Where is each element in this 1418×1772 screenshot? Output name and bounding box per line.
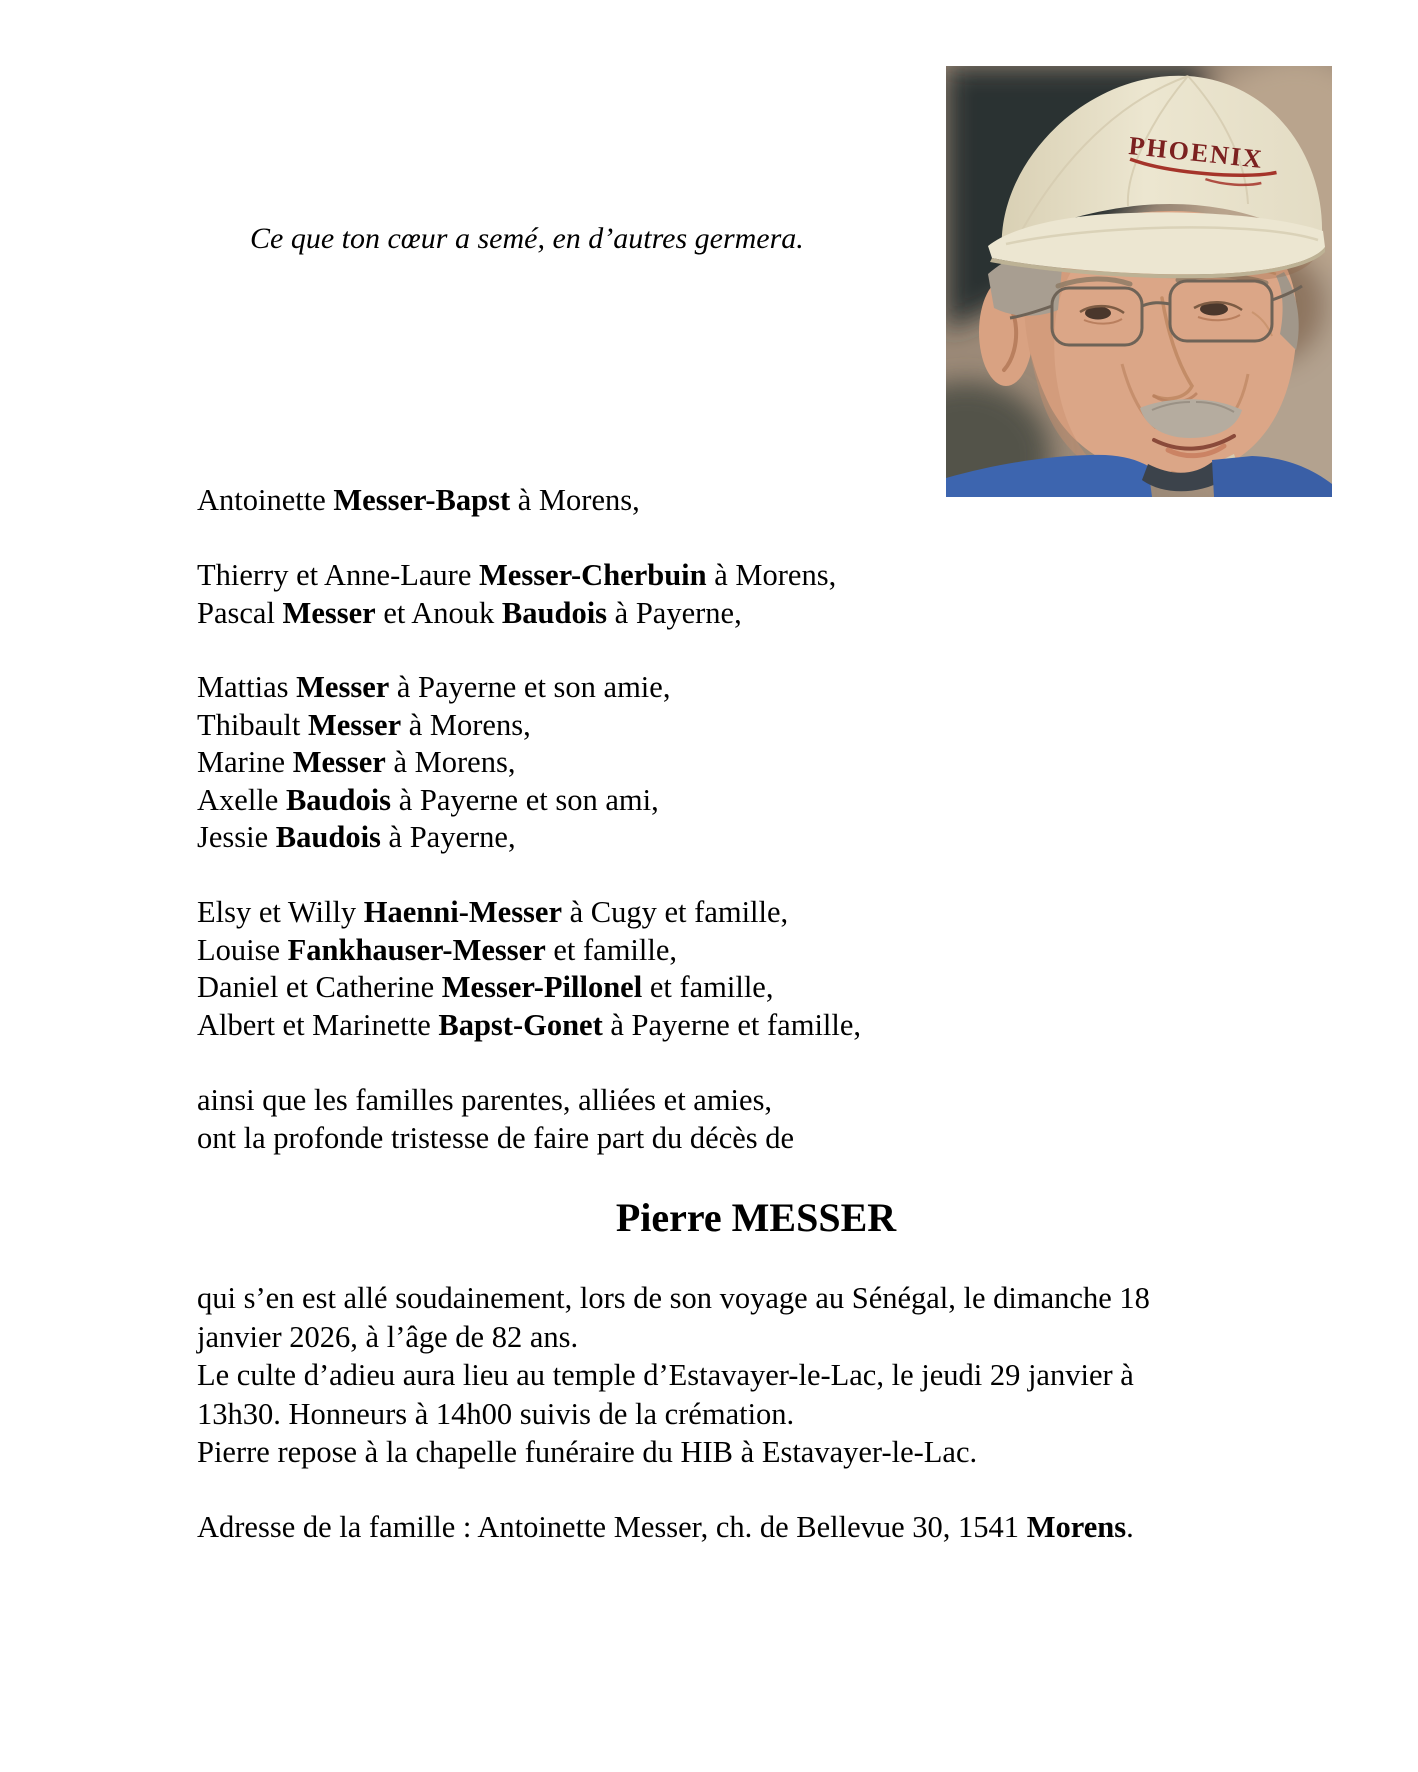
text-segment: à Morens, <box>401 707 531 742</box>
epigraph-quote: Ce que ton cœur a semé, en d’autres germera. <box>250 222 804 255</box>
text-segment: à Morens, <box>385 745 516 779</box>
text-segment: Pierre repose à la chapelle funéraire du HIB à Estavayer-le-Lac. <box>197 1435 978 1469</box>
family-surname-bold: Baudois <box>285 782 392 817</box>
family-surname-bold: Messer-Bapst <box>333 483 511 517</box>
text-segment: Thibault <box>197 707 308 742</box>
family-surname-bold: Baudois <box>501 595 608 630</box>
paragraph-children <box>197 557 1317 632</box>
text-segment: à Morens, <box>510 483 640 517</box>
text-segment: et famille, <box>642 970 774 1004</box>
text-segment: Louise <box>197 932 288 967</box>
text-segment: Adresse de la famille : Antoinette Messer, ch. de Bellevue 30, 1541 <box>197 1510 1027 1544</box>
paragraph-family-address <box>197 1509 1317 1547</box>
text-segment: Thierry et Anne-Laure <box>197 558 479 592</box>
text-segment: Albert et Marinette <box>197 1007 439 1042</box>
text-segment: Le culte d’adieu aura lieu au temple d’Estavayer-le-Lac, le jeudi 29 janvier à <box>197 1358 1134 1392</box>
text-segment: Pascal <box>197 595 283 630</box>
paragraph-widow <box>197 482 1317 520</box>
text-segment: Elsy et Willy <box>197 895 364 929</box>
family-surname-bold: Haenni-Messer <box>363 895 563 929</box>
paragraph-ceremony-details <box>197 1279 1317 1472</box>
text-segment: Jessie <box>197 820 276 854</box>
text-segment: Antoinette <box>197 483 334 517</box>
family-surname-bold: Messer <box>307 707 402 742</box>
portrait-photo <box>946 66 1332 497</box>
text-segment: ainsi que les familles parentes, alliées et amies, <box>197 1083 773 1117</box>
family-surname-bold: Messer <box>282 595 376 630</box>
text-segment: Mattias <box>197 670 297 704</box>
deceased-name-title: Pierre MESSER <box>615 1195 897 1240</box>
family-surname-bold: Baudois <box>275 820 381 854</box>
portrait-photo-svg <box>946 66 1332 497</box>
text-segment: à Payerne et son amie, <box>389 670 671 704</box>
family-surname-bold: Fankhauser-Messer <box>287 932 546 967</box>
family-surname-bold: Bapst-Gonet <box>438 1007 603 1042</box>
text-segment: Daniel et Catherine <box>197 970 442 1004</box>
text-segment: ont la profonde tristesse de faire part du décès de <box>197 1120 795 1155</box>
text-segment: à Payerne, <box>380 820 516 854</box>
paragraph-extended-family <box>197 894 1317 1044</box>
text-segment: Axelle <box>197 782 286 817</box>
text-segment: . <box>1126 1510 1134 1544</box>
text-segment: Marine <box>197 745 293 779</box>
paragraph-announcement <box>197 1082 1317 1157</box>
text-segment: à Payerne, <box>607 595 742 630</box>
cap-logo-text: PHOENIX <box>1127 131 1265 175</box>
text-segment: à Morens, <box>706 558 837 592</box>
family-surname-bold: Messer-Pillonel <box>441 970 643 1004</box>
family-surname-bold: Messer-Cherbuin <box>479 558 707 592</box>
text-segment: et famille, <box>545 932 677 967</box>
text-segment: janvier 2026, à l’âge de 82 ans. <box>197 1319 579 1354</box>
text-segment: qui s’en est allé soudainement, lors de son voyage au Sénégal, le dimanche 18 <box>197 1281 1150 1315</box>
family-surname-bold: Morens <box>1026 1510 1127 1544</box>
text-segment: et Anouk <box>375 595 502 630</box>
text-segment: à Cugy et famille, <box>562 895 789 929</box>
family-surname-bold: Messer <box>296 670 390 704</box>
family-surname-bold: Messer <box>292 745 386 779</box>
text-segment: 13h30. Honneurs à 14h00 suivis de la crémation. <box>197 1396 795 1431</box>
paragraph-grandchildren <box>197 669 1317 857</box>
text-segment: à Payerne et son ami, <box>391 782 659 817</box>
text-segment: à Payerne et famille, <box>602 1007 862 1042</box>
